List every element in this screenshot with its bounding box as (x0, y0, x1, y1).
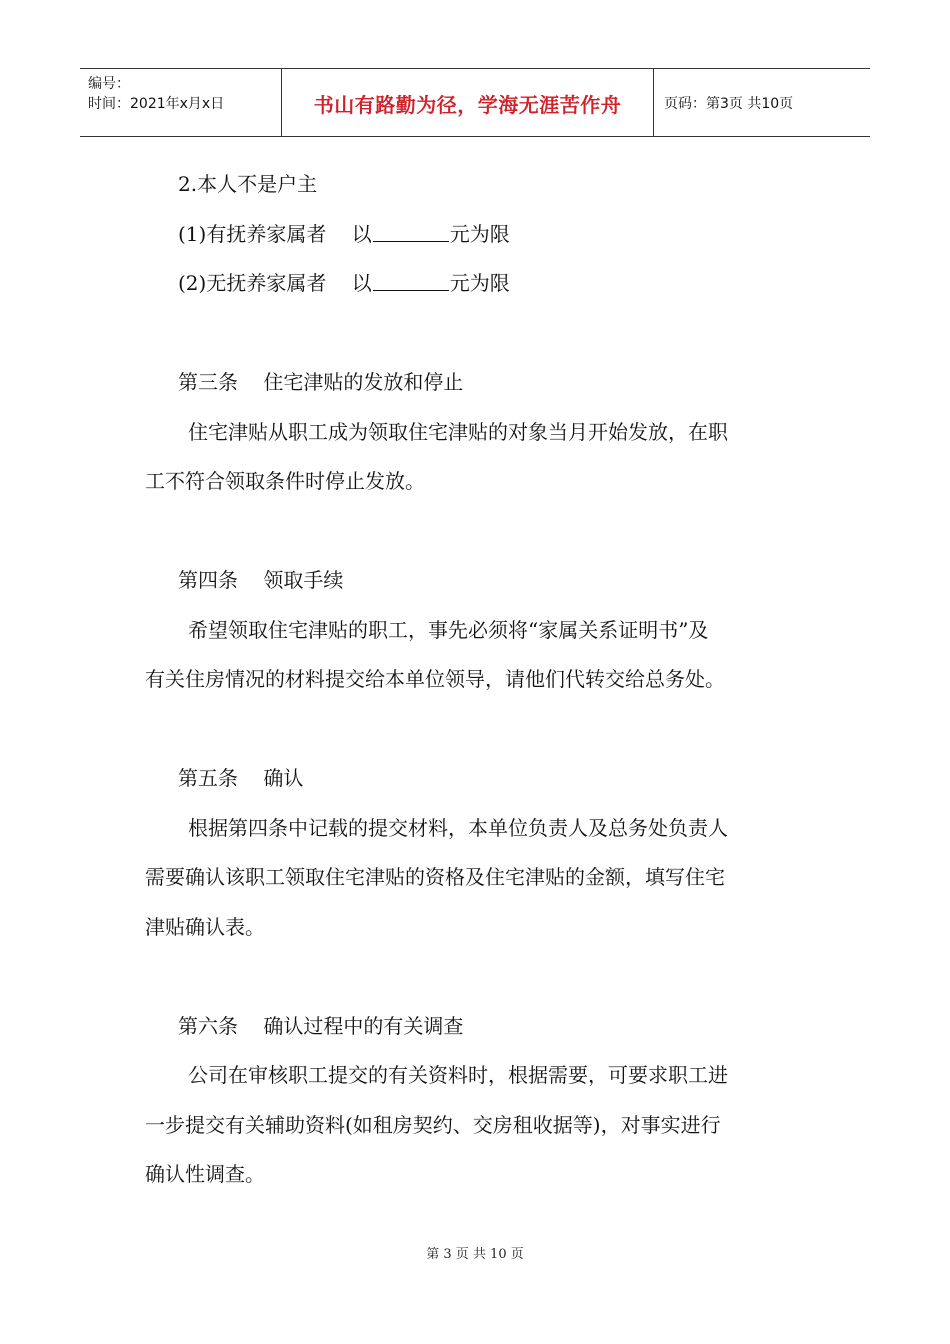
article6-line: 一步提交有关辅助资料(如租房契约、交房租收据等)，对事实进行 (145, 1112, 721, 1137)
article6-line: 公司在审核职工提交的有关资料时，根据需要，可要求职工进 (188, 1063, 728, 1087)
article3-line: 工不符合领取条件时停止发放。 (145, 469, 425, 493)
article3-line: 住宅津贴从职工成为领取住宅津贴的对象当月开始发放，在职 (188, 419, 728, 444)
item-2-2-suffix: 元为限 (449, 271, 510, 295)
spacer (145, 705, 805, 755)
amount-blank-1 (373, 223, 449, 242)
document-body (145, 160, 805, 1200)
header-page-info-cell (654, 69, 870, 136)
header-motto: 书山有路勤为径，学海无涯苦作舟 (313, 93, 622, 117)
article5-line: 根据第四条中记载的提交材料，本单位负责人及总务处负责人 (188, 815, 728, 840)
article4-line: 有关住房情况的材料提交给本单位领导，请他们代转交给总务处。 (145, 667, 725, 691)
article5-line: 需要确认该职工领取住宅津贴的资格及住宅津贴的金额，填写住宅 (145, 865, 725, 889)
item-2-title: 2.本人不是户主 (178, 172, 318, 196)
item-2-1-prefix: (1)有抚养家属者 以 (178, 221, 372, 246)
spacer (145, 507, 805, 557)
spacer (145, 309, 805, 359)
document-date-label: 时间：2021年x月x日 (88, 96, 225, 112)
article5-title: 第五条 确认 (178, 766, 304, 790)
article5-line: 津贴确认表。 (145, 914, 265, 939)
item-2-1-suffix: 元为限 (449, 221, 510, 246)
article4-line: 希望领取住宅津贴的职工，事先必须将“家属关系证明书”及 (188, 617, 709, 642)
article6-line: 确认性调查。 (145, 1162, 265, 1186)
article3-title: 第三条 住宅津贴的发放和停止 (178, 370, 464, 394)
item-2-1-line (145, 210, 805, 260)
amount-blank-2 (373, 272, 449, 291)
article4-title: 第四条 领取手续 (178, 568, 344, 592)
footer-page-number: 第 3 页 共 10 页 (426, 1247, 524, 1262)
header-meta (80, 69, 282, 136)
page-footer (0, 1243, 950, 1262)
spacer (145, 952, 805, 1002)
header-page-info: 页码：第3页 共10页 (664, 95, 794, 112)
article6-title: 第六条 确认过程中的有关调查 (178, 1013, 464, 1038)
header-motto-cell (282, 69, 654, 136)
page-header (80, 68, 870, 137)
item-2-2-line (145, 259, 805, 309)
item-2-2-prefix: (2)无抚养家属者 以 (178, 271, 372, 295)
document-number-label: 编号： (88, 76, 130, 92)
